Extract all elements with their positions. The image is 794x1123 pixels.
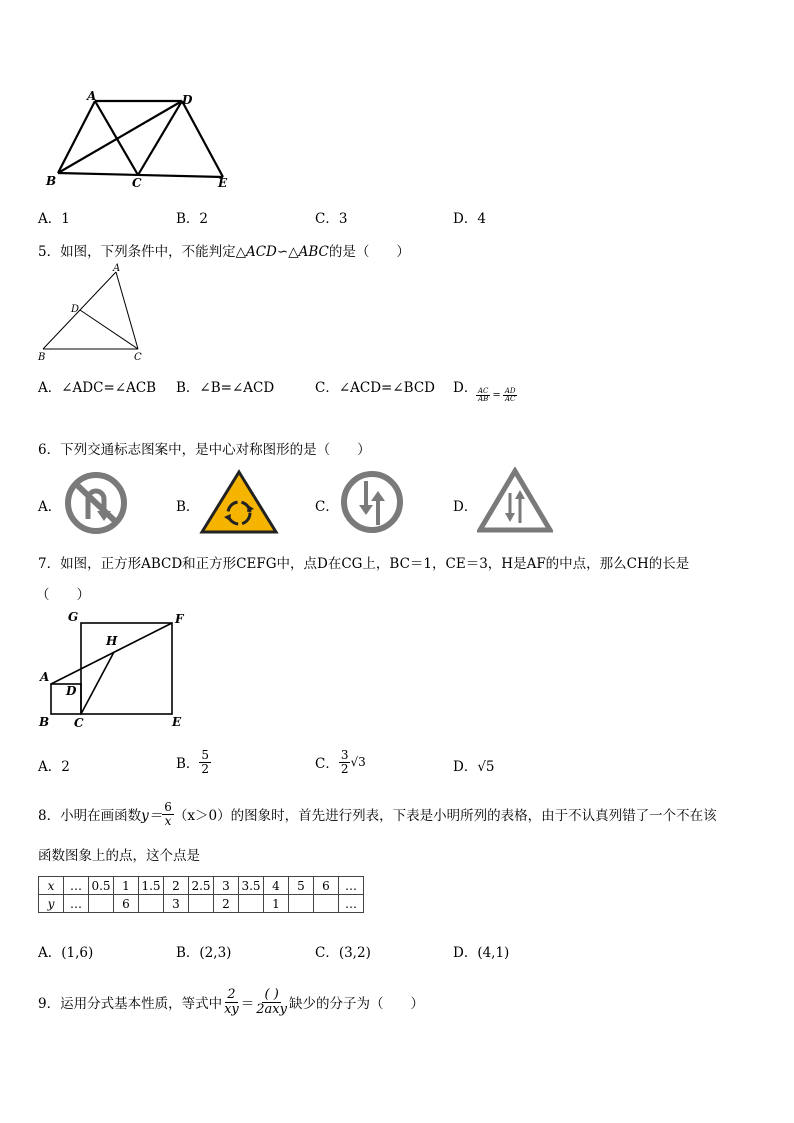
- q4-option-b[interactable]: B．2: [176, 211, 209, 227]
- q8-option-c[interactable]: C．(3,2): [315, 945, 371, 961]
- q7-option-d[interactable]: D．√5: [453, 759, 495, 775]
- table-cell: 1: [114, 877, 139, 895]
- q7-stem-line2: （ ）: [36, 587, 90, 603]
- table-cell: 1.5: [139, 877, 164, 895]
- q9-left-den: xy: [224, 1001, 239, 1017]
- table-cell: 3: [164, 895, 189, 913]
- q6-option-b-label[interactable]: B．: [176, 499, 200, 515]
- q8-option-a[interactable]: A．(1,6): [38, 945, 94, 961]
- q9-stem-suffix: 缺少的分子为（ ）: [288, 996, 424, 1012]
- q9-left-num: 2: [227, 986, 236, 1002]
- q4-label-b: B: [46, 174, 57, 188]
- q5-option-a[interactable]: A．∠ADC=∠ACB: [38, 380, 157, 396]
- q4-label-d: D: [182, 93, 193, 107]
- q7-option-a[interactable]: A．2: [38, 759, 70, 775]
- table-cell: 2: [214, 895, 239, 913]
- q8-func-num: 6: [164, 799, 172, 814]
- down-up-arrow-sign-icon[interactable]: [338, 469, 406, 535]
- table-cell: 3: [214, 877, 239, 895]
- table-cell: [289, 895, 314, 913]
- q7-option-b-den: 2: [201, 761, 210, 776]
- q5-option-d[interactable]: [453, 376, 477, 396]
- table-cell: 6: [314, 877, 339, 895]
- q4-label-c: C: [132, 176, 142, 190]
- q5-d-left-num: AC: [478, 387, 489, 395]
- q8-func-den: x: [164, 813, 172, 828]
- table-cell: [189, 895, 214, 913]
- q6-stem: 6．下列交通标志图案中，是中心对称图形的是（ ）: [38, 442, 371, 458]
- q6-option-c-label[interactable]: C．: [315, 499, 339, 515]
- q8-stem-cond: （x＞0）: [173, 808, 231, 824]
- table-cell: 2.5: [189, 877, 214, 895]
- table-cell: y: [39, 895, 64, 913]
- table-cell: x: [39, 877, 64, 895]
- q7-label-f: F: [175, 612, 184, 626]
- q9-stem-prefix: 9．运用分式基本性质，等式中: [38, 996, 223, 1012]
- q4-label-a: A: [87, 89, 97, 103]
- two-way-traffic-sign-icon[interactable]: [477, 467, 553, 535]
- q4-option-a[interactable]: A．1: [38, 211, 70, 227]
- q8-value-table: [38, 876, 364, 913]
- q5-label-c: C: [134, 352, 142, 363]
- q5-option-b[interactable]: B．∠B=∠ACD: [176, 380, 275, 396]
- q7-label-h: H: [106, 634, 118, 648]
- q7-stem: 7．如图，正方形ABCD和正方形CEFG中，点D在CG上，BC＝1，CE＝3，H是AF的中点，那么CH的长是: [38, 556, 690, 572]
- table-cell: [239, 895, 264, 913]
- q9-right-num: ( ): [264, 986, 279, 1002]
- q5-option-d-prefix: D．: [453, 380, 478, 396]
- q5-d-left-den: AB: [478, 395, 489, 404]
- q9-eq: ＝: [240, 996, 255, 1012]
- table-cell: [314, 895, 339, 913]
- q4-label-e: E: [218, 176, 228, 190]
- q4-option-c[interactable]: C．3: [315, 211, 348, 227]
- table-cell: 6: [114, 895, 139, 913]
- q4-figure: [40, 88, 240, 193]
- q7-label-d: D: [66, 684, 77, 698]
- roundabout-warning-sign-icon[interactable]: [199, 469, 279, 535]
- table-cell: …: [339, 877, 364, 895]
- q5-d-right-num: AD: [504, 387, 516, 395]
- q5-option-c[interactable]: C．∠ACD=∠BCD: [315, 380, 435, 396]
- table-cell: 5: [289, 877, 314, 895]
- table-cell: …: [339, 895, 364, 913]
- q5-label-b: B: [38, 352, 46, 363]
- q5-label-a: A: [113, 263, 121, 274]
- q7-label-c: C: [74, 716, 84, 730]
- q7-option-c-prefix: C．: [315, 756, 339, 772]
- q8-stem-suffix: 的图象时，首先进行列表，下表是小明所列的表格，由于不认真列错了一个不在该: [230, 808, 717, 824]
- q7-option-c[interactable]: [315, 744, 366, 780]
- q5-stem-math: △ACD∽△ABC: [235, 244, 329, 260]
- q5-stem: [38, 240, 410, 260]
- q5-label-d: D: [71, 304, 80, 315]
- q7-option-b-prefix: B．: [176, 756, 200, 772]
- q7-option-c-den: 2: [340, 761, 349, 776]
- q8-func-lhs: y＝: [141, 808, 163, 824]
- table-cell: 0.5: [89, 877, 114, 895]
- q8-option-b[interactable]: B．(2,3): [176, 945, 232, 961]
- table-cell: 3.5: [239, 877, 264, 895]
- q5-option-d-ratio: [476, 388, 517, 404]
- q7-option-b[interactable]: [176, 744, 211, 780]
- q9-right-den: 2axy: [256, 1001, 287, 1017]
- q7-label-g: G: [68, 610, 79, 624]
- q6-option-d-label[interactable]: D．: [453, 499, 478, 515]
- q7-label-b: B: [39, 715, 50, 729]
- table-cell: …: [64, 877, 89, 895]
- table-cell: 2: [164, 877, 189, 895]
- q7-option-b-num: 5: [201, 747, 210, 762]
- q7-option-c-num: 3: [340, 747, 349, 762]
- q8-stem-prefix: 8．小明在画函数: [38, 808, 142, 824]
- table-cell: [139, 895, 164, 913]
- q5-stem-suffix: 的是（ ）: [328, 244, 410, 260]
- table-cell: 4: [264, 877, 289, 895]
- q5-d-right-den: AC: [504, 395, 516, 404]
- q7-figure: [36, 606, 196, 734]
- q7-label-a: A: [40, 670, 50, 684]
- q8-table-row-x: [39, 877, 364, 895]
- q7-label-e: E: [172, 715, 182, 729]
- q8-stem-line2: 函数图象上的点，这个点是: [38, 848, 200, 864]
- q5-figure: [36, 262, 156, 366]
- q8-stem: [38, 797, 717, 831]
- q5-stem-prefix: 5．如图，下列条件中，不能判定: [38, 244, 236, 260]
- q4-option-d[interactable]: D．4: [453, 211, 486, 227]
- q6-option-a-label[interactable]: A．: [38, 499, 62, 515]
- table-cell: …: [64, 895, 89, 913]
- q8-option-d[interactable]: D．(4,1): [453, 945, 510, 961]
- q7-option-c-tail: √3: [350, 755, 366, 769]
- table-cell: 1: [264, 895, 289, 913]
- q5-d-eq: =: [492, 390, 501, 402]
- q9-stem: [38, 983, 424, 1021]
- no-u-turn-sign-icon[interactable]: [62, 471, 130, 535]
- table-cell: [89, 895, 114, 913]
- q8-table-row-y: [39, 895, 364, 913]
